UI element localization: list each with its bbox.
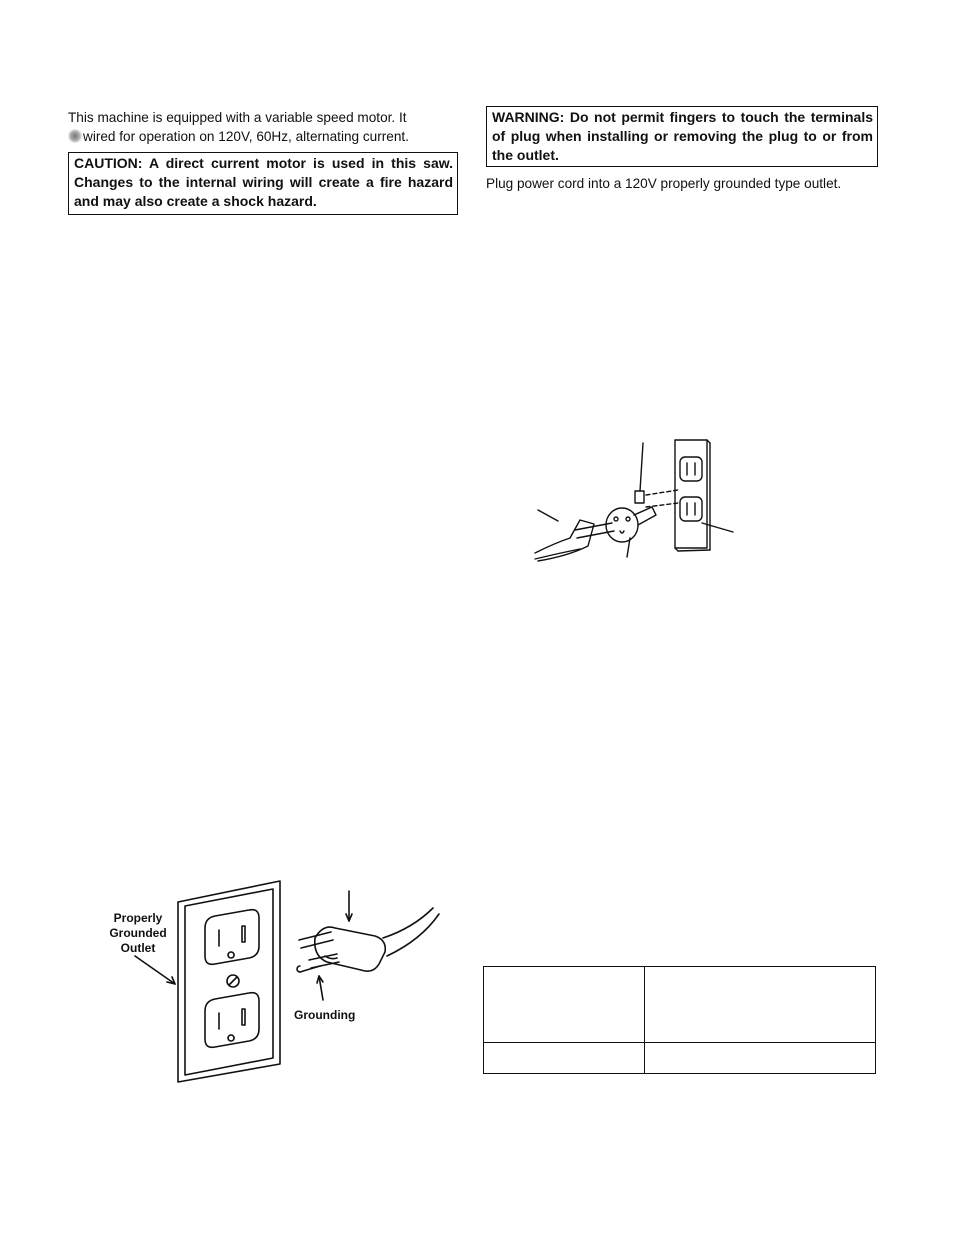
- intro-paragraph: [68, 108, 460, 146]
- table-cell: [484, 967, 645, 1043]
- caution-text: CAUTION: A direct current motor is used in this saw. Changes to the internal wiring will create a fire hazard and may also create a shock hazard.: [74, 155, 453, 209]
- intro-line-1: This machine is equipped with a variable speed motor. It: [68, 110, 407, 125]
- table-cell: [645, 1043, 876, 1074]
- plug-instruction: Plug power cord into a 120V properly grounded type outlet.: [486, 176, 842, 191]
- grounding-label: Grounding: [294, 1008, 356, 1022]
- grounded-outlet-illustration-icon: [95, 876, 445, 1084]
- warning-box: [486, 106, 878, 167]
- spec-table: [483, 966, 876, 1074]
- intro-line-2: wired for operation on 120V, 60Hz, alternating current.: [83, 129, 409, 144]
- warning-text: WARNING: Do not permit fingers to touch the terminals of plug when installing or removing the plug to or from the outlet.: [492, 109, 873, 163]
- table-cell: [645, 967, 876, 1043]
- outlet-label: Properly Grounded Outlet: [109, 911, 167, 955]
- print-smudge-icon: [68, 129, 82, 143]
- adapter-plug-illustration-icon: [530, 435, 740, 565]
- caution-box: [68, 152, 458, 215]
- table-cell: [484, 1043, 645, 1074]
- table-row: [484, 967, 876, 1043]
- table-row: [484, 1043, 876, 1074]
